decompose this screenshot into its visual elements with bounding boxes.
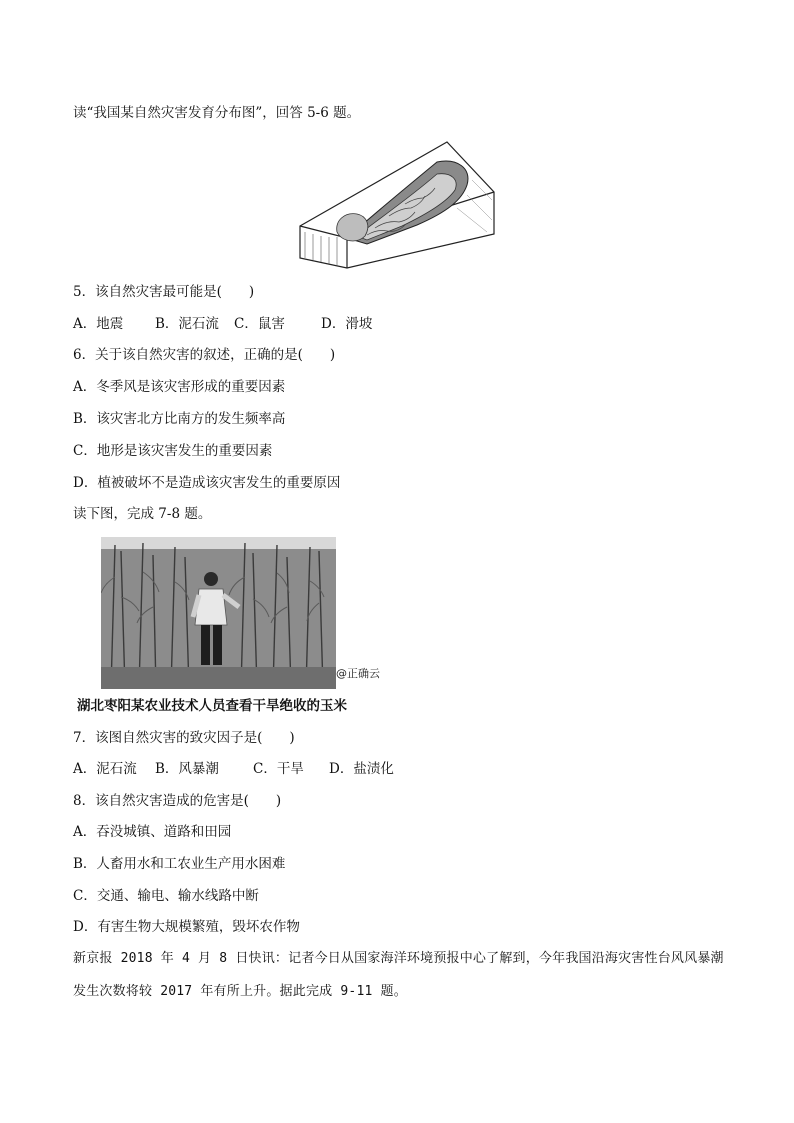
q8-option-c[interactable]: C．交通、输电、输水线路中断 bbox=[73, 888, 259, 904]
question-6-stem: 6．关于该自然灾害的叙述，正确的是( ) bbox=[73, 347, 336, 363]
q8-option-b[interactable]: B．人畜用水和工农业生产用水困难 bbox=[73, 856, 286, 872]
q5-option-b[interactable]: B．泥石流 bbox=[155, 316, 219, 332]
intro-5-6: 读“我国某自然灾害发育分布图”，回答 5-6 题。 bbox=[73, 105, 361, 121]
news-line-1: 新京报 2018 年 4 月 8 日快讯：记者今日从国家海洋环境预报中心了解到，今年我国沿海灾害性台风风暴潮 bbox=[73, 951, 724, 966]
q7-option-b[interactable]: B．风暴潮 bbox=[155, 761, 219, 777]
q7-option-c[interactable]: C．干旱 bbox=[253, 761, 304, 777]
question-8-stem: 8．该自然灾害造成的危害是( ) bbox=[73, 793, 282, 809]
q6-option-a[interactable]: A．冬季风是该灾害形成的重要因素 bbox=[73, 379, 286, 395]
landslide-block-diagram bbox=[297, 140, 497, 270]
q7-option-d[interactable]: D．盐渍化 bbox=[329, 761, 394, 777]
q6-option-c[interactable]: C．地形是该灾害发生的重要因素 bbox=[73, 443, 273, 459]
question-7-options bbox=[73, 760, 394, 778]
photo-caption: 湖北枣阳某农业技术人员查看干旱绝收的玉米 bbox=[77, 698, 347, 714]
question-7-stem: 7．该图自然灾害的致灾因子是( ) bbox=[73, 730, 295, 746]
q5-option-d[interactable]: D．滑坡 bbox=[321, 316, 373, 332]
q8-option-d[interactable]: D．有害生物大规模繁殖，毁坏农作物 bbox=[73, 919, 300, 935]
q6-option-b[interactable]: B．该灾害北方比南方的发生频率高 bbox=[73, 411, 286, 427]
question-5-stem: 5．该自然灾害最可能是( ) bbox=[73, 284, 255, 300]
q8-option-a[interactable]: A．吞没城镇、道路和田园 bbox=[73, 824, 232, 840]
q7-option-a[interactable]: A．泥石流 bbox=[73, 761, 137, 777]
q5-option-c[interactable]: C．鼠害 bbox=[234, 316, 285, 332]
drought-corn-photo bbox=[101, 537, 336, 689]
news-line-2: 发生次数将较 2017 年有所上升。据此完成 9-11 题。 bbox=[73, 984, 407, 999]
question-5-options bbox=[73, 315, 372, 333]
q5-option-a[interactable]: A．地震 bbox=[73, 316, 124, 332]
intro-7-8: 读下图，完成 7-8 题。 bbox=[73, 506, 212, 522]
photo-watermark: @正确云 bbox=[336, 667, 380, 680]
q6-option-d[interactable]: D．植被破坏不是造成该灾害发生的重要原因 bbox=[73, 475, 341, 491]
